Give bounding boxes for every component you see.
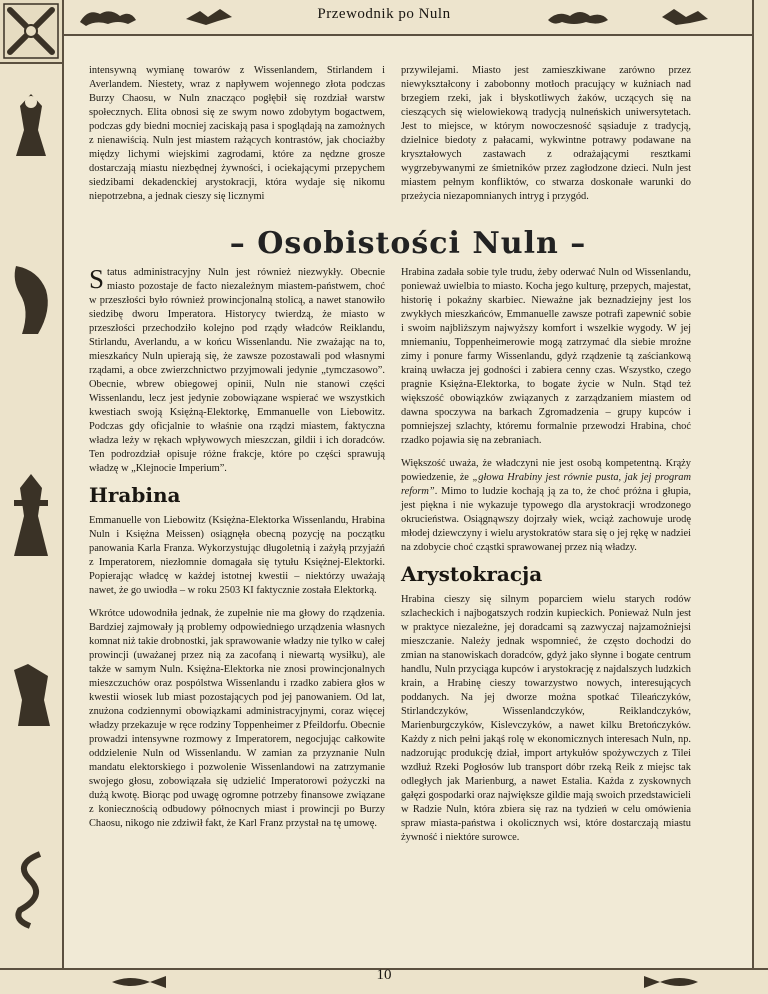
border-knight-icon bbox=[10, 90, 52, 160]
border-warrior-icon bbox=[8, 470, 54, 560]
right-paragraph-2-start: Większość uważa, że władczyni nie jest osobą kompetentną. Krąży powiedzenie, że bbox=[401, 458, 691, 483]
border-serpent-icon bbox=[10, 850, 52, 930]
top-right-column bbox=[401, 64, 691, 213]
arystokracja-heading: Arystokracja bbox=[401, 562, 543, 586]
border-beast-icon-2 bbox=[8, 260, 54, 340]
hrabina-paragraph-2: Wkrótce udowodniła jednak, że zupełnie nie ma głowy do rządzenia. Bardziej zajmowały ją problemy odpowiedniego urządzenia własnych komnat niż takie drobnostki, jak sprawowanie władzy nie tylko w całej prowincji (uważanej przez nią za zacofaną i niewartą wysiłku), ale także w samym Nuln. Księżna-Elektorka nie znosi prowincjonalnych mieszczuchów oraz pospólstwa Wissenlandu i rzadko zabiera głos w kwestii wiosek lub miast pozostających pod jej panowaniem. Od lat, znużona codziennymi obowiązkami administracyjnymi, coraz więcej władzy przekazuje w ręce rodziny Toppenheimer z Pfeildorfu. Obecnie prowadzi intensywne rozmowy z Imperatorem, negocjując całkowite oddzielenie Nuln od Wissenlandu. W zamian za przyznanie Nuln mandatu elektorskiego i pozwolenie Wissenlandowi na zatrzymanie swojego głosu, zobowiązała się udzielić Imperatorowi pożyczki na dużą kwotę. Biorąc pod uwagę ogromne potrzeby finansowe związane z koniecznością odbudowy północnych miast i prowincji po Burzy Chaosu, nikogo nie zdziwił fakt, że Karl Franz przystał na tę umowę. bbox=[89, 608, 385, 829]
intro-text: tatus administracyjny Nuln jest również niezwykły. Obecnie miasto pozostaje de facto niezależnym miastem-państwem, choć w przeszłości było również prowincjonalną stolicą, a nawet stanowiło siedzibę dworu Imperatora. Historycy twierdzą, że miasto w przeszłości przechodziło kolejno pod rządy władców Reiklandu, Stirlandu, Averlandu, a w końcu Wissenlandu. Nie zważając na to, mieszkańcy Nuln upierają się, że zawsze pozostawali pod własnymi rządami, a obce zwierzchnictwo przyjmowali jedynie „tymczasowo”. Obecnie, wbrew obiegowej opinii, Nuln nie stanowi części Wissenlandu, lecz jest jedynie zobowiązane wspierać we wszystkich kwestiach swoją Księżną-Elektorkę, Emmanuelle von Liebowitz. Podczas gdy oficjalnie to właśnie ona rządzi miastem, faktyczna władza leży w rękach wpływowych mieszczan, gildii i ich doradców. Ten podrozdział opisuje różne frakcje, które po części sprawują władzę w „Klejnocie Imperium”. bbox=[89, 267, 385, 474]
page-number: 10 bbox=[376, 967, 392, 983]
right-border bbox=[752, 0, 768, 994]
top-left-paragraph: intensywną wymianę towarów z Wissenlandem, Stirlandem i Averlandem. Niestety, wraz z napływem wojennego złota podczas Burzy Chaosu, w Nuln znacząco pogłębił się rozdział warstw społecznych. Elita obnosi się ze swym nowo zdobytym bogactwem, podczas gdy biedni mocniej zaciskają pasa i spoglądają na zamożnych z nienawiścią. Nuln jest miastem rażących kontrastów, jak chociażby między lichymi wiejskimi zagrodami, które za nędzne grosze dostarczają miastu niezbędnej żywności, i ociekającymi przepychem siedzibami dekadenckiej arystokracji, która wydaje się nikomu niepotrzebna, a jednak cieszy się licznymi bbox=[89, 65, 385, 202]
page-header-title: Przewodnik po Nuln bbox=[317, 6, 451, 22]
top-right-paragraph: przywilejami. Miasto jest zamieszkiwane zarówno przez niewykształcony i zabobonny motłoch pracujący w kuźniach nad brzegiem rzeki, jak i błyskotliwych żaków, uczących się na cieszących się wielowiekową tradycją nulneńskich uniwersytetach. Jest to miejsce, w którym nowoczesność sąsiaduje z tradycją, dzielnice biedoty z pałacami, wykwintne potrawy podawane na kryształowych zastawach z odrażającymi resztkami wygrzebywanymi ze śmietników przez zagłodzone dzieci. Nuln jest miastem pełnym konfliktów, co stwarza doskonałe warunki do przeżycia niezapomnianych intryg i przygód. bbox=[401, 65, 691, 202]
section-title: – Osobistości Nuln – bbox=[229, 226, 587, 261]
lower-right-column bbox=[401, 266, 691, 854]
right-paragraph-2 bbox=[401, 457, 691, 555]
border-wolf-icon bbox=[8, 660, 54, 730]
hrabina-heading: Hrabina bbox=[89, 483, 181, 507]
arystokracja-paragraph: Hrabina cieszy się silnym poparciem wielu starych rodów szlacheckich i najbogatszych rodzin kupieckich. Ponieważ Nuln jest w praktyce niezależne, jej doradcami są zazwyczaj najzamożniejsi mieszczanie. Należy jednak wspomnieć, że często dochodzi do zmian na stanowiskach doradców, gdyż jako słynne i bogate centrum handlu, Nuln przyciąga kupców i arystokrację z najdalszych ludzkich krain, a Hrabinę cieszy towarzystwo nowych, interesujących poddanych. Na jej dworze można spotkać Tileańczyków, Stirlandczyków, Wissenlandczyków, Reiklandczyków, Marienburgczyków, Kislevczyków, a nawet kilku Bretończyków. Każdy z nich pełni jakąś rolę w ekonomicznych interesach Nuln, np. nadzorując produkcję dział, import artykułów spożywczych z Tilei wzdłuż Rzeki Pogłosów lub transport dóbr rzeką Reik z miejsc tak odległych jak Marienburg, a nawet Estalia. Każda z zyskownych gałęzi gospodarki oraz największe gildie mają swoich przedstawicieli w Radzie Nuln, która zbiera się raz na tydzień w celu omówienia spraw miasta-państwa i okolicznych wsi, które dostarczają miastu żywność i niektóre surowce. bbox=[401, 594, 691, 843]
right-paragraph-1: Hrabina zadała sobie tyle trudu, żeby oderwać Nuln od Wissenlandu, ponieważ uwielbia to miasto. Kocha jego kulturę, przepych, majestat, historię i pokaźny skarbiec. Nieważne jak beznadziejny jest los zwykłych mieszkańców, Emmanuelle zawsze potrafi zapewnić sobie i swoim najbliższym najwyższy komfort i wszelkie wygody. W jej mniemaniu, Toppenheimerowie mogą zatrzymać dla siebie mroźne zimy i ponure farmy Wissenlandu, gdyż rządzenie tą zaściankową krainą uwłacza jej godności i zabiera cenny czas. Wszystko, czego pragnie Księżna-Elektorka, to bogate życie w Nuln. Stąd też większość obowiązków związanych z zarządzaniem miastem od dawna spoczywa na barkach Zgromadzenia – grupy kupców i pomniejszej szlachty, któremu formalnie przewodzi Hrabina, choć rzadko pojawia się na zebraniach. bbox=[401, 267, 691, 446]
drop-cap: S bbox=[89, 264, 105, 294]
hrabina-paragraph-1: Emmanuelle von Liebowitz (Księżna-Elektorka Wissenlandu, Hrabina Nuln i Księżna Meissen) osiągnęła obecną pozycję na początku panowania Karla Franza. Wykorzystując długoletnią i zażyłą przyjaźń z Imperatorem, niezłomnie domagała się tytułu Księżnej-Elektorki. Popierając władcę w każdej istotnej kwestii – niektórzy uważają nawet, że go uwiodła – w roku 2503 KI faktycznie została Elektorką. bbox=[89, 515, 385, 596]
top-left-column bbox=[89, 64, 385, 213]
lower-left-column bbox=[89, 266, 385, 840]
intro-paragraph bbox=[89, 266, 385, 476]
right-paragraph-2-end: . Mimo to ludzie kochają ją za to, że choć próżna i głupia, jest piękna i nie wykazuje typowego dla arystokracji wrodzonego okrucieństwa. Osiągnąwszy dojrzały wiek, wciąż zachowuje urodę młodej dziewczyny i wielu arystokratów stara się o jej rękę w nadziei na zdobycie choć cząstki sprawowanej przez nią władzy. bbox=[401, 486, 691, 553]
right-paragraph-2-quote: „głowa Hrabiny jest równie pusta, jak jej program reform” bbox=[401, 472, 691, 497]
